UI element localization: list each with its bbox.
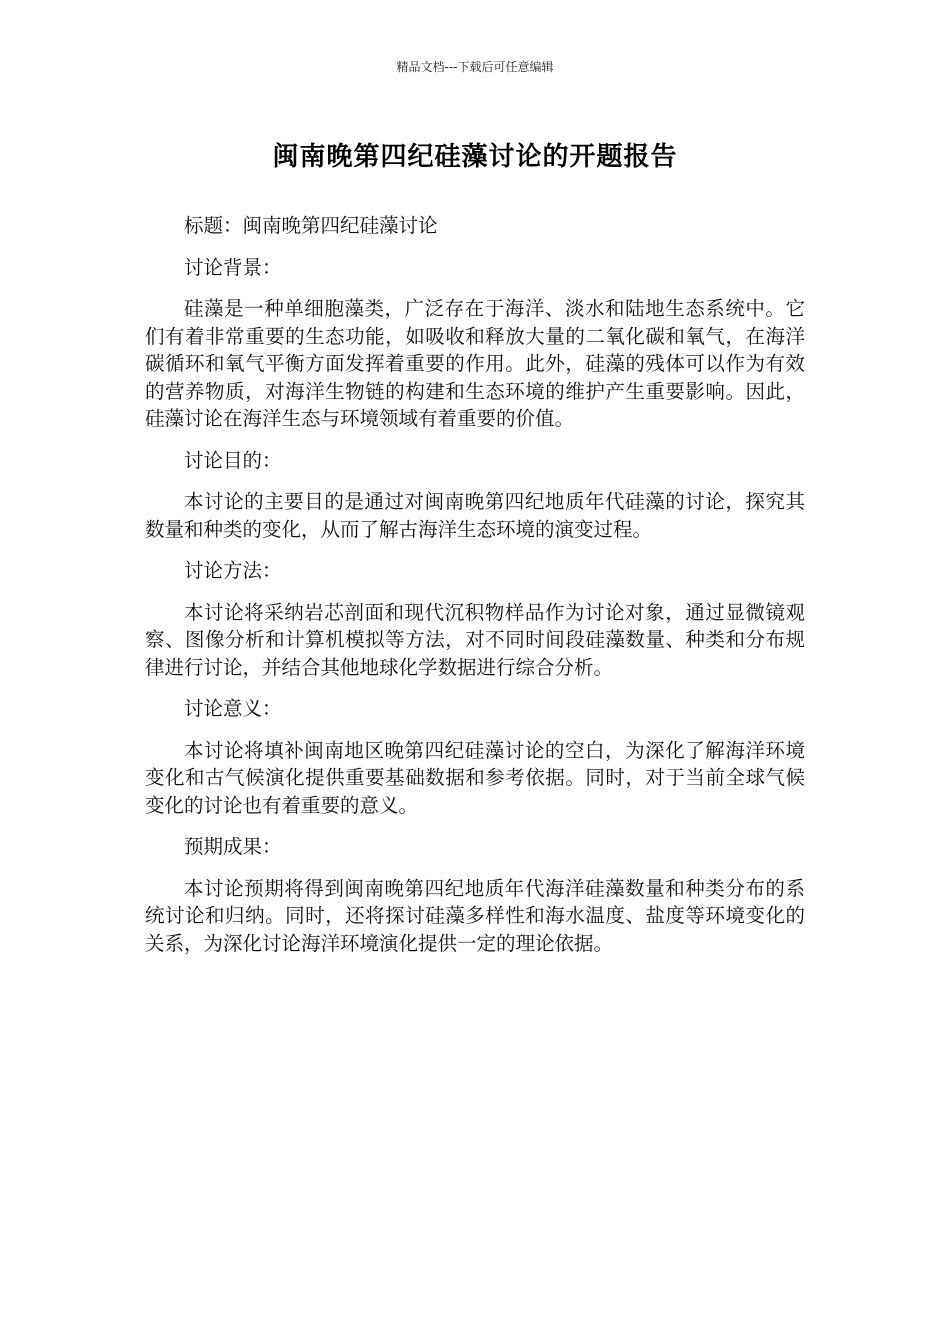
section-heading-method: 讨论方法： [184,559,282,582]
section-text-background: 硅藻是一种单细胞藻类，广泛存在于海洋、淡水和陆地生态系统中。它们有着非常重要的生态功能，如吸收和释放大量的二氧化碳和氧气，在海洋碳循环和氧气平衡方面发挥着重要的作用。此外，硅藻的残体可以作为有效的营养物质，对海洋生物链的构建和生态环境的维护产生重要影响。因此，硅藻讨论在海洋生态与环境领域有着重要的价值。 [145,297,805,430]
section-text-method: 本讨论将采纳岩芯剖面和现代沉积物样品作为讨论对象，通过显微镜观察、图像分析和计算机模拟等方法，对不同时间段硅藻数量、种类和分布规律进行讨论，并结合其他地球化学数据进行综合分析。 [145,600,805,679]
section-text-significance: 本讨论将填补闽南地区晚第四纪硅藻讨论的空白，为深化了解海洋环境变化和古气候演化提供重要基础数据和参考依据。同时，对于当前全球气候变化的讨论也有着重要的意义。 [145,738,805,817]
header-note: 精品文档---下载后可任意编辑 [396,60,554,74]
section-text-purpose: 本讨论的主要目的是通过对闽南晚第四纪地质年代硅藻的讨论，探究其数量和种类的变化，从而了解古海洋生态环境的演变过程。 [145,490,805,541]
section-heading-background: 讨论背景： [184,255,282,279]
document-body [145,212,805,971]
subject-line: 标题：闽南晚第四纪硅藻讨论 [184,214,438,237]
section-heading-purpose: 讨论目的： [184,448,282,472]
section-heading-expected-results: 预期成果： [184,835,282,858]
document-title: 闽南晚第四纪硅藻讨论的开题报告 [272,142,678,172]
section-text-expected-results: 本讨论预期将得到闽南晚第四纪地质年代海洋硅藻数量和种类分布的系统讨论和归纳。同时，还将探讨硅藻多样性和海水温度、盐度等环境变化的关系，为深化讨论海洋环境演化提供一定的理论依据。 [145,876,805,955]
section-heading-significance: 讨论意义： [184,697,282,720]
